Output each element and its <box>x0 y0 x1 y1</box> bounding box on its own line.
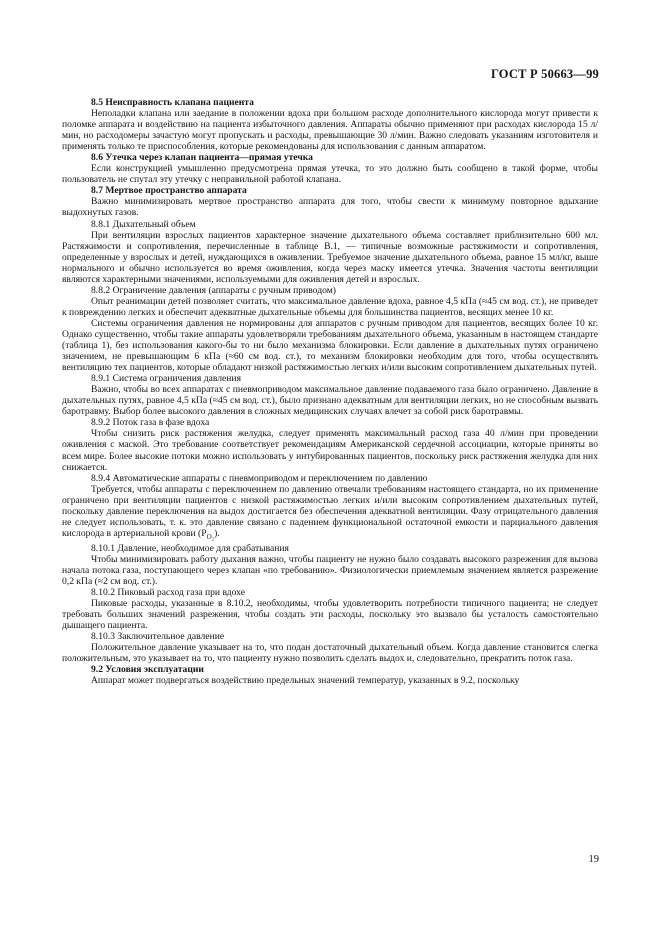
body-paragraph: Аппарат может подвергаться воздействию предельных значений температур, указанных в 9.2, поскольку <box>91 675 520 687</box>
page-number: 19 <box>588 854 599 865</box>
body-paragraph: При вентиляции взрослых пациентов характерное значение дыхательного объема составляет приблизительно 600 мл. Растяжимости и сопротивления, перечисленные в таблице В.1, — типичные возможные растяжимости и сопротивления, определенные у взрослых и детей, нуждающихся в оживлении. Требуемое значение дыхательного объема, равное 15 мл/кг, выше нормального и обычно используется во время оживления, когда через маску имеется утечка. Значения частоты вентиляции являются характерными значениями, используемыми для оживления детей и взрослых. <box>62 229 598 285</box>
po2-subscript: O₂ <box>206 532 215 541</box>
document-body <box>62 97 598 686</box>
subsection-heading-8-8-1: 8.8.1 Дыхательный объем <box>91 218 196 230</box>
po2-symbol: (P <box>198 527 207 539</box>
subsection-heading-8-9-2: 8.9.2 Поток газа в фазе вдоха <box>91 417 210 429</box>
section-heading-8-6: 8.6 Утечка через клапан пациента—прямая утечка <box>91 152 313 164</box>
body-text: Требуется, чтобы аппараты с переключением по давлению отвечали требованиям настоящего стандарта, но их применение ограничено при вентиляции пациентов с низкой растяжимостью легких и/или высоким сопротивлением дыхательных путей, поскольку давление переключения на выдох достигается без обеспечения адекватной вентиляции. Фазу отрицательного давления не следует использовать, т. к. это давление связано с падением функциональной остаточной емкости и парциального давления кислорода в артериальной крови <box>62 483 598 539</box>
body-paragraph: Чтобы минимизировать работу дыхания важно, чтобы пациенту не нужно было создавать высокого разрежения для вызова начала потока газа, поступающего через клапан «по требованию». Физиологически приемлемым значением является разрежение 0,2 кПа (≈2 см вод. ст.). <box>62 553 598 587</box>
subsection-heading-8-9-4: 8.9.4 Автоматические аппараты с пневмоприводом и переключением по давлению <box>91 472 428 484</box>
subsection-heading-8-10-3: 8.10.3 Заключительное давление <box>91 631 225 643</box>
body-paragraph-po2 <box>62 484 598 543</box>
body-paragraph: Положительное давление указывает на то, что подан достаточный дыхательный объем. Когда давление становится слегка положительным, это указывает на то, что пациенту нужно позволить сделать выдох и, следовательно, прекратить поток газа. <box>62 642 598 665</box>
body-paragraph: Важно минимизировать мертвое пространство аппарата для того, чтобы свести к минимуму повторное вдыхание выдохнутых газов. <box>62 196 598 219</box>
subsection-heading-8-10-1: 8.10.1 Давление, необходимое для срабатывания <box>91 542 289 554</box>
body-paragraph: Если конструкцией умышленно предусмотрена прямая утечка, то это должно быть сообщено в такой форме, чтобы пользователь не спутал эту утечку с неправильной работой клапана. <box>62 163 598 186</box>
section-heading-8-5: 8.5 Неисправность клапана пациента <box>91 97 254 108</box>
body-paragraph: Системы ограничения давления не нормированы для аппаратов с ручным приводом для пациентов, весящих более 10 кг. Однако существенно, чтобы такие аппараты удовлетворяли требованиям дыхательного объема, указанным в настоящем стандарте (таблица 1), без использования какого-бы то ни было механизма блокировки. Если давление в дыхательных путях ограничено значением, не превышающим 6 кПа (≈60 см вод. ст.), то механизм блокировки необходим для того, чтобы осуществлять вентиляцию тех пациентов, которые обладают низкой растяжимостью легких и/или высоким сопротивлением дыхательных путей. <box>62 317 598 374</box>
subsection-heading-8-8-2: 8.8.2 Ограничение давления (аппараты с ручным приводом) <box>91 284 336 296</box>
subsection-heading-8-9-1: 8.9.1 Система ограничения давления <box>91 373 241 385</box>
body-paragraph: Пиковые расходы, указанные в 8.10.2, необходимы, чтобы удовлетворить потребности типичного пациента; не следует требовать больших значений разрежения, чтобы создать эти расходы, поскольку это вызвало бы усталость самостоятельно дышащего пациента. <box>62 598 598 632</box>
standard-header: ГОСТ Р 50663—99 <box>490 67 599 81</box>
section-heading-9-2: 9.2 Условия эксплуатации <box>91 664 204 676</box>
body-paragraph: Чтобы снизить риск растяжения желудка, следует применять максимальный расход газа 40 л/мин при проведении оживления с маской. Это требование соответствует рекомендациям Американской сердечной ассоциации, которые приняты во всем мире. Более высокие потоки можно использовать у интубированных пациентов, поскольку риск растяжения желудка для них снижается. <box>62 428 598 473</box>
body-paragraph: Опыт реанимации детей позволяет считать, что максимальное давление вдоха, равное 4,5 кПа (≈45 см вод. ст.), не приведет к повреждению легких и обеспечит адекватные дыхательные объемы для большинства пациентов, весящих менее 10 кг. <box>62 295 598 318</box>
body-paragraph: Важно, чтобы во всех аппаратах с пневмоприводом максимальное давление подаваемого газа было ограничено. Давление в дыхательных путях, равное 4,5 кПа (≈45 см вод. ст.), было признано адекватным для вентиляции легких, но не способным вызвать баротравму. Выбор более высокого давления в сложных медицинских случаях влечет за собой риск баротравмы. <box>62 384 598 418</box>
subsection-heading-8-10-2: 8.10.2 Пиковый расход газа при вдохе <box>91 586 245 598</box>
section-heading-8-7: 8.7 Мертвое пространство аппарата <box>91 185 247 197</box>
po2-tail: ). <box>214 527 220 539</box>
body-paragraph: Неполадки клапана или заедание в положении вдоха при большом расходе дополнительного кислорода могут привести к поломке аппарата и воздействию на пациента избыточного давления. Аппараты обычно применяют при расходах кислорода 15 л/мин, но расходомеры зачастую могут пропускать и расходы, превышающие 30 л/мин. Важно следовать указаниям изготовителя и применять только те приспособления, которые рекомендованы для использования с данным аппаратом. <box>62 108 598 153</box>
